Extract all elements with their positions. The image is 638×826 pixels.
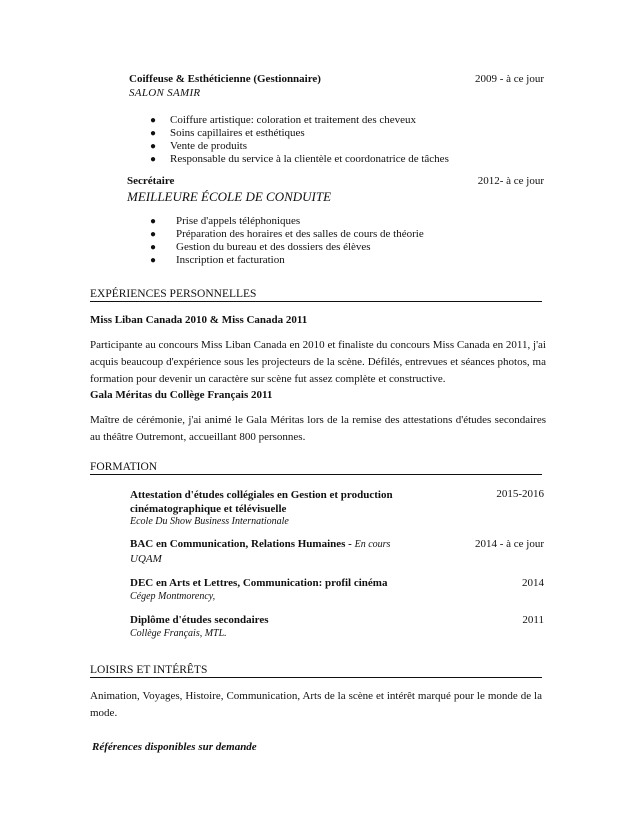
formation-school: Ecole Du Show Business Internationale (130, 516, 289, 527)
section-heading-leisure: LOISIRS ET INTÉRÊTS (90, 663, 542, 678)
personal-item-title: Miss Liban Canada 2010 & Miss Canada 2011 (90, 314, 308, 326)
formation-title: BAC en Communication, Relations Humaines - (130, 538, 352, 550)
list-item: ● Responsable du service à la clientèle et coordonatrice de tâches (150, 153, 449, 165)
formation-title: Diplôme d'études secondaires (130, 614, 269, 626)
job-title: Secrétaire (127, 175, 175, 187)
list-item: ● Vente de produits (150, 140, 247, 152)
formation-school: UQAM (130, 553, 162, 565)
personal-item-text: Participante au concours Miss Liban Canada en 2010 et finaliste du concours Miss Canada en 2011, j'ai acquis beaucoup d'expérience sous les projecteurs de la scène. Défilés, entrevues et séances photos, ma formation pour devenir un caractère sur scène fut assez complète et constructive. (90, 339, 546, 385)
list-item: ● Soins capillaires et esthétiques (150, 127, 305, 139)
formation-entry (130, 538, 390, 550)
list-item: ● Préparation des horaires et des salles de cours de théorie (150, 228, 424, 240)
leisure-text: Animation, Voyages, Histoire, Communication, Arts de la scène et intérêt marqué pour le monde de la mode. (90, 690, 542, 719)
section-heading-personal: EXPÉRIENCES PERSONNELLES (90, 287, 542, 302)
formation-title: DEC en Arts et Lettres, Communication: profil cinéma (130, 577, 388, 589)
list-item: ● Gestion du bureau et des dossiers des élèves (150, 241, 371, 253)
formation-school: Cégep Montmorency, (130, 591, 216, 602)
list-item: ● Coiffure artistique: coloration et traitement des cheveux (150, 114, 416, 126)
formation-dates: 2014 - à ce jour (474, 538, 544, 550)
job-duties-list (150, 215, 424, 267)
job-employer: MEILLEURE ÉCOLE DE CONDUITE (127, 189, 332, 204)
formation-dates: 2015-2016 (496, 488, 544, 500)
formation-status: En cours (354, 539, 391, 550)
formation-title: Attestation d'études collégiales en Gestion et production cinématographique et télévisuelle (130, 489, 393, 515)
formation-dates: 2014 (522, 577, 544, 589)
job-employer: SALON SAMIR (129, 87, 201, 99)
section-heading-formation: FORMATION (90, 460, 542, 475)
list-item: ● Prise d'appels téléphoniques (150, 215, 301, 227)
references-note: Références disponibles sur demande (92, 741, 257, 753)
formation-school: Collège Français, MTL. (130, 628, 227, 639)
job-title: Coiffeuse & Esthéticienne (Gestionnaire) (129, 73, 321, 85)
list-item: ● Inscription et facturation (150, 254, 285, 266)
personal-item-text: Maître de cérémonie, j'ai animé le Gala Méritas lors de la remise des attestations d'études secondaires au théâtre Outremont, accueillant 800 personnes. (90, 414, 546, 443)
job-dates: 2012- à ce jour (477, 175, 544, 187)
formation-dates: 2011 (522, 614, 544, 626)
job-duties-list (150, 114, 449, 166)
personal-item-title: Gala Méritas du Collège Français 2011 (90, 389, 273, 401)
job-dates: 2009 - à ce jour (474, 73, 544, 85)
